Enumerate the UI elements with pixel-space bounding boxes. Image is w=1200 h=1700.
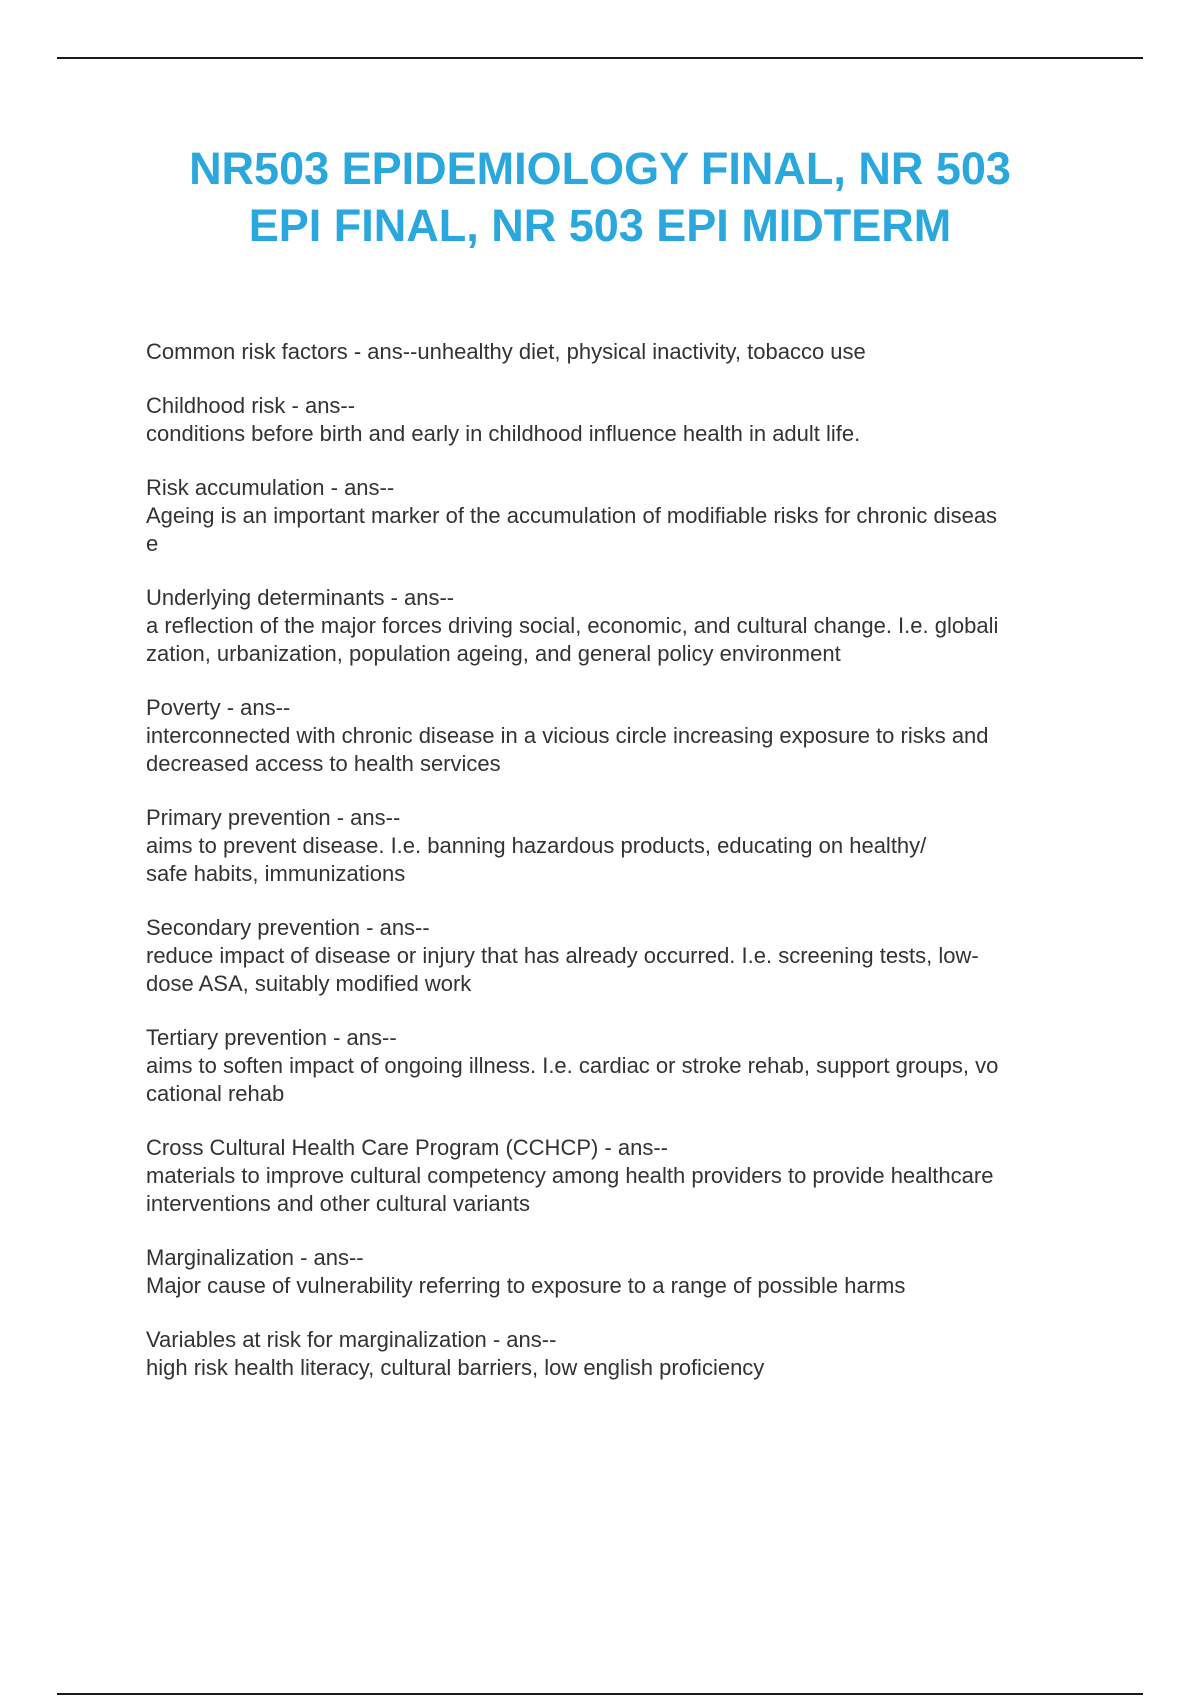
- qa-entry-line: materials to improve cultural competency among health providers to provide healthcare: [146, 1163, 994, 1188]
- qa-entry-line: high risk health literacy, cultural barriers, low english proficiency: [146, 1355, 765, 1380]
- document-body: [146, 338, 1086, 1408]
- qa-entry-line: e: [146, 531, 159, 556]
- qa-entry-line: decreased access to health services: [146, 751, 501, 776]
- document-title-line: EPI FINAL, NR 503 EPI MIDTERM: [248, 200, 952, 251]
- qa-entry-line: dose ASA, suitably modified work: [146, 971, 472, 996]
- qa-entry-line: aims to prevent disease. I.e. banning hazardous products, educating on healthy/: [146, 833, 927, 858]
- top-divider: [57, 57, 1143, 59]
- qa-entry: [146, 1326, 1086, 1382]
- qa-entry-line: Common risk factors - ans--unhealthy diet, physical inactivity, tobacco use: [146, 339, 866, 364]
- qa-entry-line: cational rehab: [146, 1081, 285, 1106]
- qa-entry-line: Marginalization - ans--: [146, 1245, 364, 1270]
- qa-entry-line: Childhood risk - ans--: [146, 393, 356, 418]
- qa-entry: [146, 584, 1086, 668]
- qa-entry: [146, 392, 1086, 448]
- qa-entry-line: Tertiary prevention - ans--: [146, 1025, 397, 1050]
- qa-entry-line: safe habits, immunizations: [146, 861, 406, 886]
- qa-entry-line: interventions and other cultural variants: [146, 1191, 530, 1216]
- qa-entry-line: Major cause of vulnerability referring to exposure to a range of possible harms: [146, 1273, 906, 1298]
- bottom-divider: [57, 1693, 1143, 1695]
- qa-entry: [146, 1134, 1086, 1218]
- qa-entry-line: Ageing is an important marker of the accumulation of modifiable risks for chronic diseas: [146, 503, 998, 528]
- qa-entry: [146, 694, 1086, 778]
- qa-entry-line: Poverty - ans--: [146, 695, 291, 720]
- qa-entry-line: conditions before birth and early in childhood influence health in adult life.: [146, 421, 861, 446]
- qa-entry-line: zation, urbanization, population ageing, and general policy environment: [146, 641, 841, 666]
- qa-entry: [146, 338, 1086, 366]
- qa-entry: [146, 474, 1086, 558]
- qa-entry-line: Cross Cultural Health Care Program (CCHCP) - ans--: [146, 1135, 669, 1160]
- qa-entry-line: a reflection of the major forces driving social, economic, and cultural change. I.e. globali: [146, 613, 999, 638]
- qa-entry-line: reduce impact of disease or injury that has already occurred. I.e. screening tests, low-: [146, 943, 979, 968]
- qa-entry: [146, 1244, 1086, 1300]
- qa-entry: [146, 1024, 1086, 1108]
- document-title-line: NR503 EPIDEMIOLOGY FINAL, NR 503: [189, 143, 1011, 194]
- document-title: [100, 140, 1100, 254]
- qa-entry: [146, 914, 1086, 998]
- qa-entry-line: Primary prevention - ans--: [146, 805, 401, 830]
- qa-entry-line: interconnected with chronic disease in a vicious circle increasing exposure to risks and: [146, 723, 989, 748]
- qa-entry-line: Risk accumulation - ans--: [146, 475, 395, 500]
- qa-entry-line: Underlying determinants - ans--: [146, 585, 455, 610]
- qa-entry-line: Secondary prevention - ans--: [146, 915, 430, 940]
- qa-entry: [146, 804, 1086, 888]
- qa-entry-line: Variables at risk for marginalization - ans--: [146, 1327, 557, 1352]
- qa-entry-line: aims to soften impact of ongoing illness. I.e. cardiac or stroke rehab, support groups, vo: [146, 1053, 999, 1078]
